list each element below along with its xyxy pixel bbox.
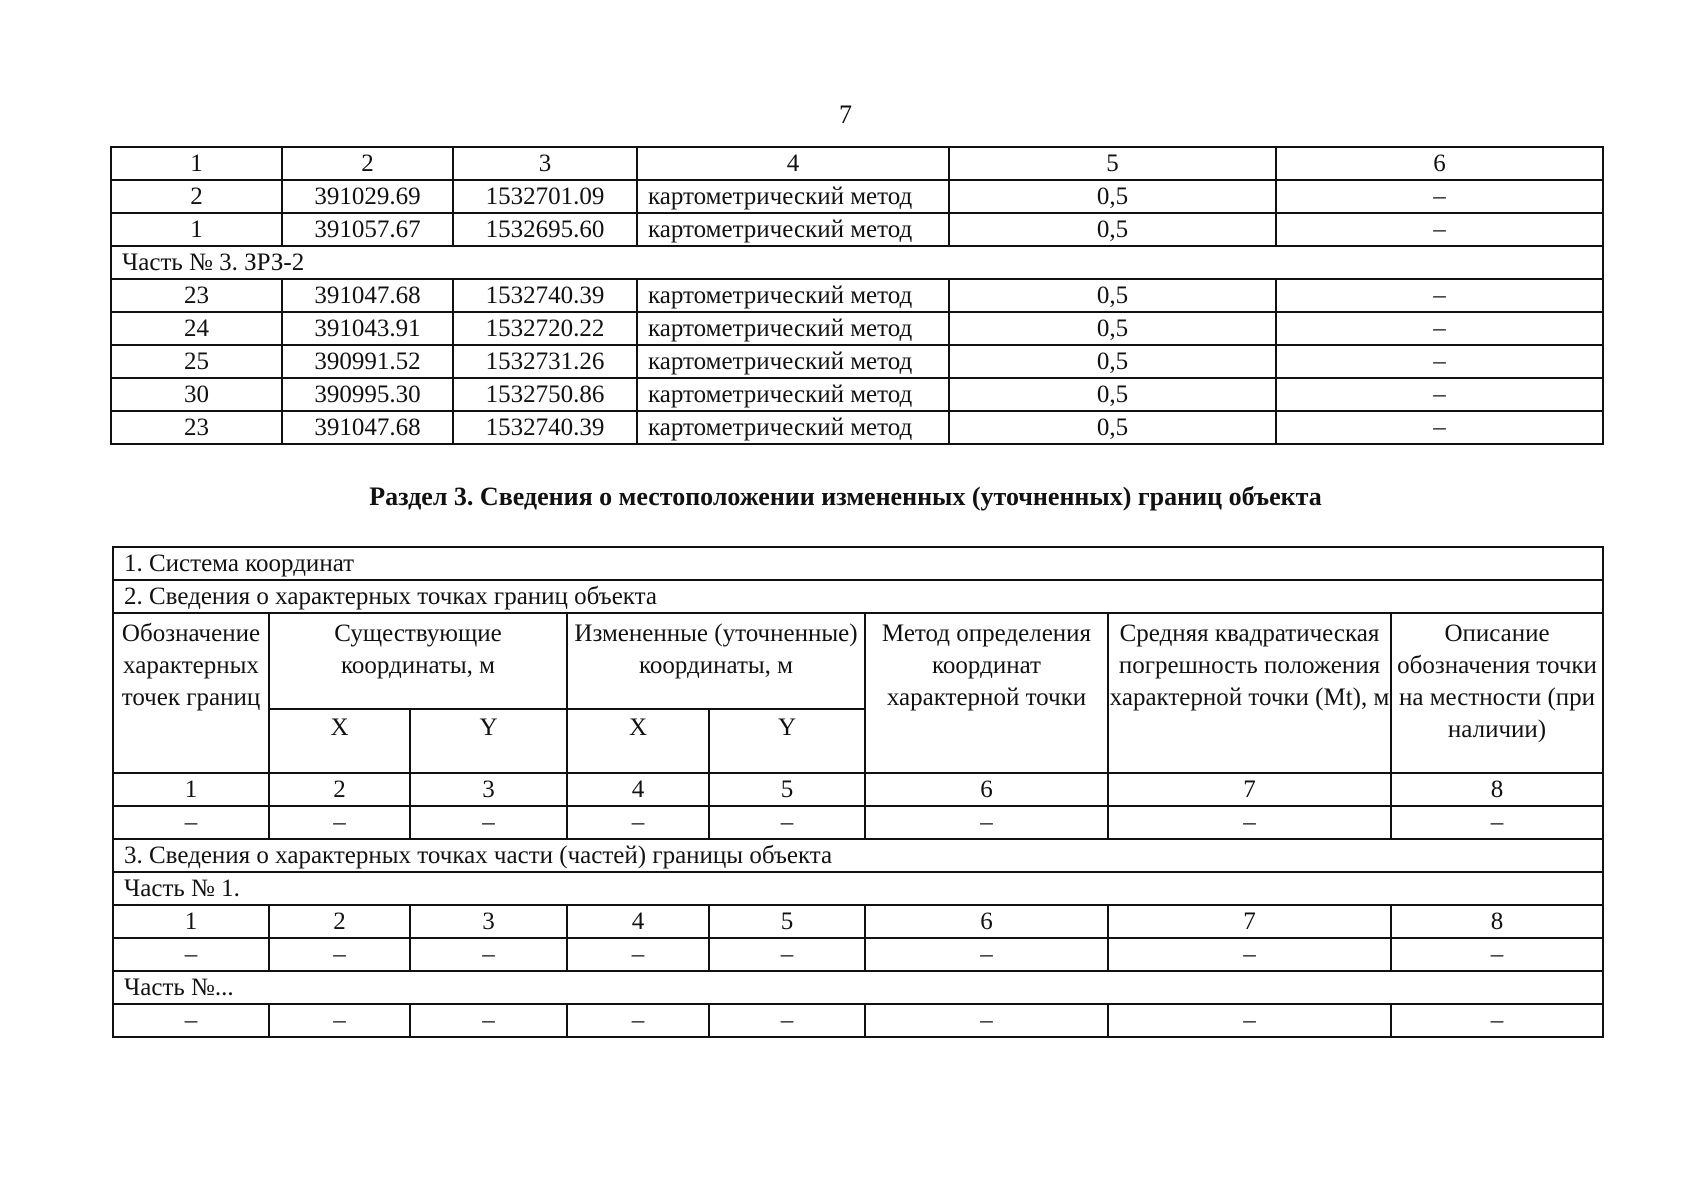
table-cell: 7 — [1108, 905, 1391, 938]
table-cell: – — [567, 806, 709, 839]
column-numbers-row — [113, 773, 1603, 806]
header-designation: Обозначение характерных точек границ — [113, 613, 269, 773]
header-changed-y: Y — [709, 709, 865, 773]
table-cell: 1532701.09 — [453, 180, 637, 213]
table-cell: картометрический метод — [637, 378, 949, 411]
table-cell: 1532720.22 — [453, 312, 637, 345]
table-cell: – — [269, 938, 410, 971]
table-cell: – — [113, 938, 269, 971]
table-cell: – — [269, 806, 410, 839]
table-cell: 0,5 — [949, 345, 1276, 378]
section-title: Раздел 3. Сведения о местоположении измененных (уточненных) границ объекта — [369, 482, 1322, 511]
table-cell: 0,5 — [949, 378, 1276, 411]
partn-label-row: Часть №... — [113, 971, 1603, 1004]
table-cell: – — [709, 806, 865, 839]
table-cell: 6 — [1276, 147, 1603, 180]
table-cell: 0,5 — [949, 411, 1276, 444]
table-cell: 0,5 — [949, 213, 1276, 246]
table-cell: 1532740.39 — [453, 411, 637, 444]
table-cell: картометрический метод — [637, 345, 949, 378]
coordinates-table-continued — [110, 146, 1604, 445]
table-row — [111, 180, 1603, 213]
table-cell: – — [709, 938, 865, 971]
points-info-row: 2. Сведения о характерных точках границ объекта — [113, 580, 1603, 613]
part-label: Часть № 3. ЗРЗ-2 — [111, 246, 1603, 279]
table-cell: картометрический метод — [637, 213, 949, 246]
table-cell: 30 — [111, 378, 282, 411]
table-cell: – — [1276, 180, 1603, 213]
table-cell: картометрический метод — [637, 411, 949, 444]
table-cell: 23 — [111, 411, 282, 444]
table-cell: 0,5 — [949, 180, 1276, 213]
table-cell: – — [567, 938, 709, 971]
table-cell: 391047.68 — [282, 279, 453, 312]
header-error: Средняя квадратическая погрешность положения характерной точки (Mt), м — [1108, 613, 1391, 773]
table-cell: 1532731.26 — [453, 345, 637, 378]
page-number: 7 — [839, 100, 852, 129]
part1-empty-row — [113, 938, 1603, 971]
table-cell: 6 — [865, 773, 1108, 806]
header-existing-coords: Существующие координаты, м — [269, 613, 567, 709]
table-cell: 1 — [113, 905, 269, 938]
table-cell: 1 — [111, 213, 282, 246]
table-cell: 1532740.39 — [453, 279, 637, 312]
table-cell: 25 — [111, 345, 282, 378]
table-cell: 1532750.86 — [453, 378, 637, 411]
table-cell: картометрический метод — [637, 180, 949, 213]
table-cell: 1532695.60 — [453, 213, 637, 246]
table-cell: 24 — [111, 312, 282, 345]
table-cell: – — [269, 1004, 410, 1037]
table-row — [111, 411, 1603, 444]
table-cell: 2 — [111, 180, 282, 213]
header-changed-coords: Измененные (уточненные) координаты, м — [567, 613, 865, 709]
coord-system-row: 1. Система координат — [113, 547, 1603, 580]
table-cell: 3 — [453, 147, 637, 180]
table-cell: – — [1108, 938, 1391, 971]
header-changed-x: X — [567, 709, 709, 773]
table-cell: 390991.52 — [282, 345, 453, 378]
table-header-row — [111, 147, 1603, 180]
table-cell: – — [410, 938, 567, 971]
table-cell: 5 — [709, 773, 865, 806]
table-cell: – — [1391, 938, 1603, 971]
table-row — [111, 213, 1603, 246]
empty-points-row — [113, 806, 1603, 839]
table-cell: – — [1276, 378, 1603, 411]
table-cell: 3 — [410, 905, 567, 938]
table-cell: – — [113, 1004, 269, 1037]
table-cell: – — [567, 1004, 709, 1037]
table-cell: 2 — [269, 773, 410, 806]
partn-empty-row — [113, 1004, 1603, 1037]
table-cell: 4 — [567, 905, 709, 938]
table-cell: – — [1276, 345, 1603, 378]
table-cell: 6 — [865, 905, 1108, 938]
part-label-row — [111, 246, 1603, 279]
table-cell: 391047.68 — [282, 411, 453, 444]
header-description: Описание обозначения точки на местности (при наличии) — [1391, 613, 1603, 773]
table-cell: 390995.30 — [282, 378, 453, 411]
table-cell: – — [410, 806, 567, 839]
table-cell: – — [1108, 1004, 1391, 1037]
part1-column-numbers-row — [113, 905, 1603, 938]
table-cell: – — [1391, 1004, 1603, 1037]
table-cell: – — [113, 806, 269, 839]
table-cell: 2 — [282, 147, 453, 180]
table-cell: 4 — [637, 147, 949, 180]
table-row — [111, 345, 1603, 378]
parts-info-row: 3. Сведения о характерных точках части (частей) границы объекта — [113, 839, 1603, 872]
table-row — [111, 312, 1603, 345]
table-cell: 391043.91 — [282, 312, 453, 345]
table-cell: 1 — [111, 147, 282, 180]
table-cell: 7 — [1108, 773, 1391, 806]
table-cell: 23 — [111, 279, 282, 312]
changed-boundaries-table — [112, 546, 1604, 1038]
table-cell: 5 — [949, 147, 1276, 180]
table-cell: 3 — [410, 773, 567, 806]
table-cell: – — [1276, 279, 1603, 312]
table-cell: 8 — [1391, 773, 1603, 806]
table-cell: картометрический метод — [637, 279, 949, 312]
table-cell: – — [1276, 411, 1603, 444]
table-cell: – — [410, 1004, 567, 1037]
table-cell: – — [865, 938, 1108, 971]
table-row — [111, 378, 1603, 411]
table-cell: картометрический метод — [637, 312, 949, 345]
table-cell: – — [1391, 806, 1603, 839]
table-cell: 391057.67 — [282, 213, 453, 246]
table-cell: – — [1276, 213, 1603, 246]
table-cell: 1 — [113, 773, 269, 806]
header-method: Метод определения координат характерной точки — [865, 613, 1108, 773]
header-existing-y: Y — [410, 709, 567, 773]
table-cell: – — [1108, 806, 1391, 839]
table-cell: – — [865, 1004, 1108, 1037]
header-existing-x: X — [269, 709, 410, 773]
part1-label-row: Часть № 1. — [113, 872, 1603, 905]
table-cell: – — [865, 806, 1108, 839]
table-cell: 391029.69 — [282, 180, 453, 213]
table-cell: 8 — [1391, 905, 1603, 938]
table-cell: 0,5 — [949, 279, 1276, 312]
table-cell: 0,5 — [949, 312, 1276, 345]
table-cell: 5 — [709, 905, 865, 938]
table-cell: – — [709, 1004, 865, 1037]
table-cell: 4 — [567, 773, 709, 806]
table-cell: 2 — [269, 905, 410, 938]
table-cell: – — [1276, 312, 1603, 345]
table-row — [111, 279, 1603, 312]
